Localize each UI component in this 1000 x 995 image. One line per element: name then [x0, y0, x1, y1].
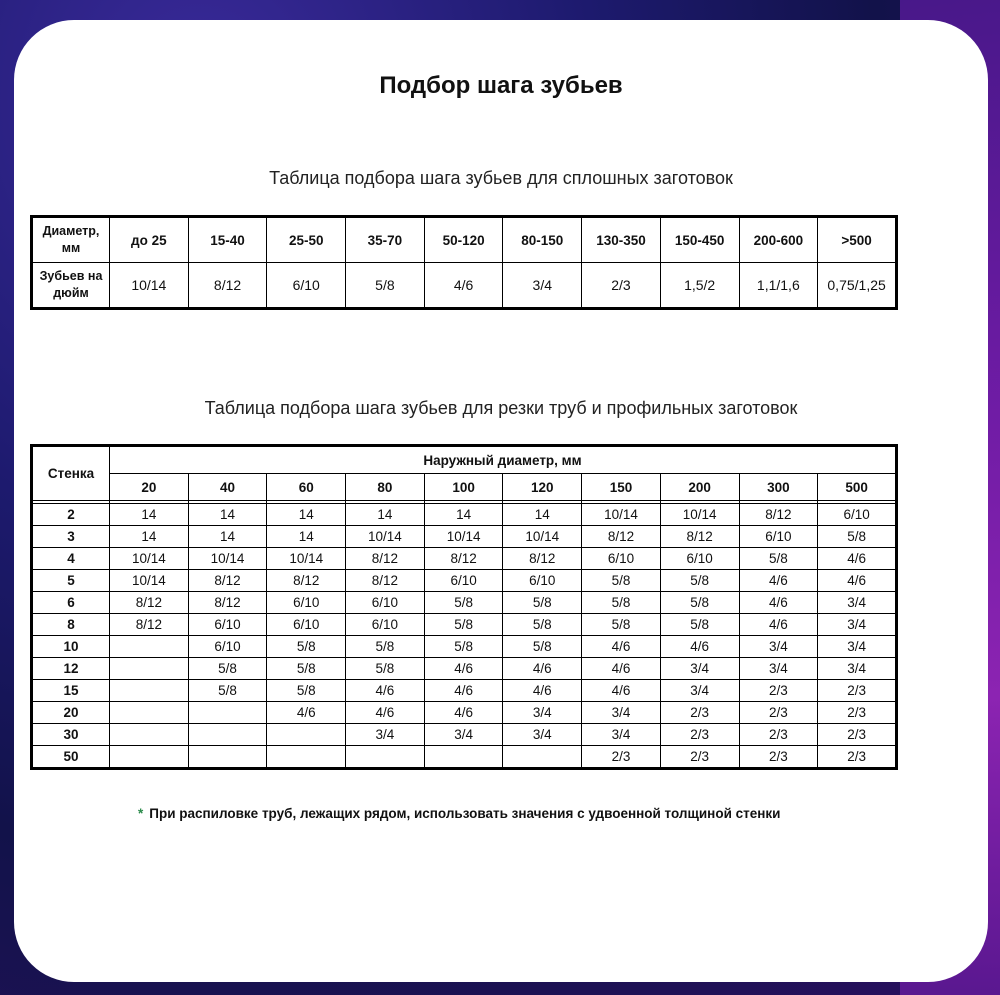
table-row	[32, 526, 897, 548]
teeth-cell: 5/8	[424, 636, 503, 658]
outer-diameter-cell: 20	[110, 474, 189, 501]
teeth-cell: 6/10	[346, 614, 425, 636]
teeth-cell: 14	[110, 504, 189, 526]
teeth-cell	[188, 702, 267, 724]
teeth-cell: 14	[188, 526, 267, 548]
wall-cell: 30	[32, 724, 110, 746]
teeth-cell: 2/3	[739, 724, 818, 746]
teeth-cell: 5/8	[503, 592, 582, 614]
table-row	[32, 680, 897, 702]
teeth-cell: 3/4	[739, 636, 818, 658]
teeth-cell: 3/4	[660, 680, 739, 702]
diameter-cell: 35-70	[346, 217, 425, 263]
table2-caption: Таблица подбора шага зубьев для резки труб и профильных заготовок	[204, 398, 798, 418]
wall-header: Стенка	[32, 446, 110, 501]
teeth-cell: 10/14	[267, 548, 346, 570]
teeth-cell: 5/8	[582, 592, 661, 614]
outer-diameter-header: Наружный диаметр, мм	[110, 446, 897, 474]
teeth-row	[32, 263, 897, 309]
teeth-cell: 6/10	[267, 614, 346, 636]
teeth-row-header: Зубьев на дюйм	[32, 263, 110, 309]
outer-diameter-cell: 60	[267, 474, 346, 501]
page-title: Подбор шага зубьев	[379, 72, 623, 99]
teeth-cell: 8/12	[424, 548, 503, 570]
teeth-cell: 10/14	[582, 504, 661, 526]
teeth-cell: 2/3	[818, 746, 897, 769]
teeth-cell: 2/3	[818, 680, 897, 702]
diameter-cell: 25-50	[267, 217, 346, 263]
table-row	[32, 570, 897, 592]
table-row	[32, 592, 897, 614]
teeth-cell: 4/6	[503, 658, 582, 680]
footnote-marker: *	[138, 806, 144, 821]
teeth-cell: 4/6	[660, 636, 739, 658]
teeth-cell: 3/4	[818, 658, 897, 680]
teeth-cell: 2/3	[739, 680, 818, 702]
teeth-cell: 5/8	[267, 636, 346, 658]
outer-diameter-cell: 300	[739, 474, 818, 501]
teeth-cell: 8/12	[188, 263, 267, 309]
diameter-cell: 150-450	[660, 217, 739, 263]
teeth-cell: 10/14	[660, 504, 739, 526]
teeth-cell: 5/8	[503, 636, 582, 658]
teeth-cell: 4/6	[739, 614, 818, 636]
teeth-cell: 6/10	[346, 592, 425, 614]
teeth-cell: 4/6	[818, 548, 897, 570]
teeth-cell: 6/10	[503, 570, 582, 592]
teeth-cell: 14	[267, 504, 346, 526]
wall-cell: 20	[32, 702, 110, 724]
teeth-cell: 6/10	[424, 570, 503, 592]
wall-cell: 6	[32, 592, 110, 614]
teeth-cell: 5/8	[503, 614, 582, 636]
teeth-cell: 5/8	[660, 592, 739, 614]
teeth-cell: 2/3	[582, 263, 661, 309]
teeth-cell: 4/6	[818, 570, 897, 592]
teeth-cell: 14	[188, 504, 267, 526]
outer-diameter-cell: 40	[188, 474, 267, 501]
teeth-cell: 4/6	[267, 702, 346, 724]
diameter-cell: 50-120	[424, 217, 503, 263]
teeth-cell: 2/3	[582, 746, 661, 769]
table-row	[32, 658, 897, 680]
footnote	[138, 806, 780, 821]
teeth-cell: 6/10	[739, 526, 818, 548]
table-row	[32, 614, 897, 636]
wall-cell: 2	[32, 504, 110, 526]
teeth-cell: 1,1/1,6	[739, 263, 818, 309]
teeth-cell: 3/4	[818, 592, 897, 614]
teeth-cell: 3/4	[346, 724, 425, 746]
teeth-cell: 5/8	[188, 658, 267, 680]
teeth-cell	[188, 746, 267, 769]
teeth-cell: 8/12	[267, 570, 346, 592]
teeth-cell: 10/14	[110, 570, 189, 592]
teeth-cell	[110, 658, 189, 680]
teeth-cell: 4/6	[346, 680, 425, 702]
teeth-cell: 14	[424, 504, 503, 526]
teeth-cell: 3/4	[818, 614, 897, 636]
teeth-cell: 8/12	[503, 548, 582, 570]
teeth-cell: 3/4	[739, 658, 818, 680]
teeth-cell: 5/8	[582, 570, 661, 592]
teeth-cell: 10/14	[110, 548, 189, 570]
teeth-cell: 8/12	[188, 570, 267, 592]
teeth-cell: 4/6	[346, 702, 425, 724]
teeth-cell: 8/12	[110, 592, 189, 614]
teeth-cell: 8/12	[188, 592, 267, 614]
teeth-cell: 4/6	[503, 680, 582, 702]
table-row	[32, 504, 897, 526]
teeth-cell: 5/8	[818, 526, 897, 548]
teeth-cell: 5/8	[267, 680, 346, 702]
teeth-cell: 5/8	[188, 680, 267, 702]
teeth-cell: 3/4	[503, 724, 582, 746]
outer-diameter-cell: 500	[818, 474, 897, 501]
teeth-cell: 5/8	[346, 658, 425, 680]
teeth-cell: 6/10	[818, 504, 897, 526]
teeth-cell: 2/3	[818, 702, 897, 724]
teeth-cell: 2/3	[660, 746, 739, 769]
wall-cell: 3	[32, 526, 110, 548]
teeth-cell	[110, 636, 189, 658]
outer-diameter-cell: 120	[503, 474, 582, 501]
diameter-row-header: Диаметр, мм	[32, 217, 110, 263]
teeth-cell: 3/4	[582, 702, 661, 724]
teeth-cell: 8/12	[346, 570, 425, 592]
teeth-cell: 2/3	[739, 702, 818, 724]
teeth-cell: 6/10	[267, 263, 346, 309]
wall-cell: 5	[32, 570, 110, 592]
wall-cell: 4	[32, 548, 110, 570]
table-row	[32, 746, 897, 769]
diameter-cell: 15-40	[188, 217, 267, 263]
teeth-cell	[110, 680, 189, 702]
teeth-cell: 6/10	[582, 548, 661, 570]
diameter-cell: >500	[818, 217, 897, 263]
teeth-cell: 4/6	[424, 658, 503, 680]
outer-diameter-cell: 200	[660, 474, 739, 501]
teeth-cell	[267, 724, 346, 746]
teeth-cell: 8/12	[346, 548, 425, 570]
teeth-cell: 5/8	[267, 658, 346, 680]
teeth-cell: 5/8	[424, 614, 503, 636]
teeth-cell	[110, 746, 189, 769]
teeth-cell: 5/8	[424, 592, 503, 614]
teeth-cell: 14	[346, 504, 425, 526]
teeth-cell: 3/4	[503, 263, 582, 309]
teeth-cell: 4/6	[424, 263, 503, 309]
teeth-cell: 4/6	[582, 636, 661, 658]
teeth-cell: 2/3	[660, 702, 739, 724]
teeth-cell	[424, 746, 503, 769]
teeth-cell: 4/6	[582, 658, 661, 680]
teeth-cell: 4/6	[739, 592, 818, 614]
outer-diameter-cell: 80	[346, 474, 425, 501]
diameter-cell: до 25	[110, 217, 189, 263]
wall-cell: 15	[32, 680, 110, 702]
teeth-cell: 5/8	[739, 548, 818, 570]
teeth-cell	[110, 724, 189, 746]
teeth-cell: 6/10	[188, 636, 267, 658]
teeth-cell: 10/14	[188, 548, 267, 570]
teeth-cell: 8/12	[582, 526, 661, 548]
teeth-cell: 6/10	[267, 592, 346, 614]
teeth-cell: 14	[267, 526, 346, 548]
teeth-cell: 4/6	[424, 680, 503, 702]
wall-cell: 10	[32, 636, 110, 658]
wall-cell: 12	[32, 658, 110, 680]
table-row	[32, 636, 897, 658]
teeth-cell: 2/3	[818, 724, 897, 746]
teeth-cell: 4/6	[582, 680, 661, 702]
teeth-cell	[110, 702, 189, 724]
teeth-cell: 5/8	[660, 614, 739, 636]
table-row	[32, 548, 897, 570]
wall-cell: 8	[32, 614, 110, 636]
teeth-cell: 5/8	[582, 614, 661, 636]
content-card	[14, 20, 988, 982]
teeth-cell: 10/14	[346, 526, 425, 548]
teeth-cell: 14	[503, 504, 582, 526]
teeth-cell: 3/4	[582, 724, 661, 746]
outer-diameter-cell: 150	[582, 474, 661, 501]
table1-caption: Таблица подбора шага зубьев для сплошных заготовок	[269, 168, 733, 188]
teeth-cell: 8/12	[739, 504, 818, 526]
table-row	[32, 702, 897, 724]
teeth-cell: 6/10	[188, 614, 267, 636]
teeth-cell: 3/4	[503, 702, 582, 724]
teeth-cell: 6/10	[660, 548, 739, 570]
teeth-cell: 10/14	[503, 526, 582, 548]
table-row	[32, 724, 897, 746]
diameter-row	[32, 217, 897, 263]
teeth-cell	[267, 746, 346, 769]
pipe-stock-table	[30, 444, 898, 770]
teeth-cell: 4/6	[424, 702, 503, 724]
teeth-cell: 1,5/2	[660, 263, 739, 309]
teeth-cell: 8/12	[660, 526, 739, 548]
teeth-cell: 2/3	[660, 724, 739, 746]
teeth-cell	[188, 724, 267, 746]
diameter-header-row	[32, 474, 897, 501]
footnote-text: При распиловке труб, лежащих рядом, использовать значения с удвоенной толщиной стенки	[149, 806, 781, 821]
diameter-cell: 200-600	[739, 217, 818, 263]
teeth-cell: 3/4	[424, 724, 503, 746]
teeth-cell	[346, 746, 425, 769]
teeth-cell: 4/6	[739, 570, 818, 592]
teeth-cell: 8/12	[110, 614, 189, 636]
teeth-cell: 3/4	[660, 658, 739, 680]
teeth-cell	[503, 746, 582, 769]
teeth-cell: 3/4	[818, 636, 897, 658]
outer-diameter-cell: 100	[424, 474, 503, 501]
teeth-cell: 5/8	[346, 636, 425, 658]
diameter-cell: 130-350	[582, 217, 661, 263]
teeth-cell: 5/8	[660, 570, 739, 592]
solid-stock-table	[30, 215, 898, 310]
teeth-cell: 2/3	[739, 746, 818, 769]
teeth-cell: 10/14	[110, 263, 189, 309]
outer-diameter-header-row	[32, 446, 897, 474]
teeth-cell: 5/8	[346, 263, 425, 309]
wall-cell: 50	[32, 746, 110, 769]
teeth-cell: 14	[110, 526, 189, 548]
diameter-cell: 80-150	[503, 217, 582, 263]
teeth-cell: 0,75/1,25	[818, 263, 897, 309]
teeth-cell: 10/14	[424, 526, 503, 548]
